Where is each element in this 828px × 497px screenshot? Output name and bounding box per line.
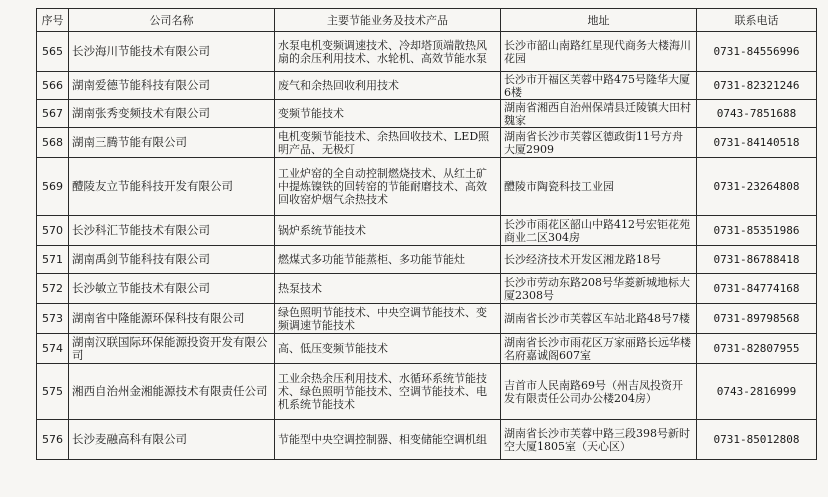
row-address: 湖南省长沙市芙蓉区德政街11号方舟大厦2909 (501, 128, 697, 158)
table-row (37, 246, 817, 274)
row-phone: 0731-84556996 (697, 32, 817, 72)
row-address: 湖南省长沙市芙蓉区车站北路48号7楼 (501, 304, 697, 334)
row-company: 湖南禹剑节能科技有限公司 (69, 246, 275, 274)
row-phone: 0731-82321246 (697, 72, 817, 100)
row-address: 长沙市开福区芙蓉中路475号隆华大厦6楼 (501, 72, 697, 100)
row-phone: 0731-85351986 (697, 216, 817, 246)
row-company: 长沙科汇节能技术有限公司 (69, 216, 275, 246)
row-no: 575 (37, 364, 69, 420)
row-phone: 0731-84774168 (697, 274, 817, 304)
table-row (37, 72, 817, 100)
table-row (37, 128, 817, 158)
row-address: 湖南省长沙市雨花区万家丽路长远华楼名府嘉诚阁607室 (501, 334, 697, 364)
row-address: 湖南省湘西自治州保靖县迁陵镇大田村魏家 (501, 100, 697, 128)
row-no: 570 (37, 216, 69, 246)
row-address: 长沙市韶山南路红星现代商务大楼海川花园 (501, 32, 697, 72)
header-no: 序号 (37, 9, 69, 32)
row-address: 醴陵市陶瓷科技工业园 (501, 158, 697, 216)
table-header-row (37, 9, 817, 32)
row-no: 569 (37, 158, 69, 216)
table-row (37, 216, 817, 246)
row-company: 湘西自治州金湘能源技术有限责任公司 (69, 364, 275, 420)
row-address: 长沙市雨花区韶山中路412号宏钜花苑商业二区304房 (501, 216, 697, 246)
row-business: 工业炉窑的全自动控制燃烧技术、从红土矿中提炼镍铁的回转窑的节能耐磨技术、高效回收窑炉烟气余热技术 (275, 158, 501, 216)
row-no: 573 (37, 304, 69, 334)
row-phone: 0743-7851688 (697, 100, 817, 128)
table-row (37, 100, 817, 128)
row-business: 高、低压变频节能技术 (275, 334, 501, 364)
table-row (37, 274, 817, 304)
row-company: 湖南爱德节能科技有限公司 (69, 72, 275, 100)
row-business: 工业余热余压利用技术、水循环系统节能技术、绿色照明节能技术、空调节能技术、电机系统节能技术 (275, 364, 501, 420)
row-business: 热泵技术 (275, 274, 501, 304)
table-row (37, 334, 817, 364)
row-address: 湖南省长沙市芙蓉中路三段398号新时空大厦1805室（天心区） (501, 420, 697, 460)
row-business: 变频节能技术 (275, 100, 501, 128)
row-business: 废气和余热回收利用技术 (275, 72, 501, 100)
row-address: 长沙经济技术开发区湘龙路18号 (501, 246, 697, 274)
row-phone: 0731-23264808 (697, 158, 817, 216)
row-company: 长沙麦融高科有限公司 (69, 420, 275, 460)
header-phone: 联系电话 (697, 9, 817, 32)
header-company: 公司名称 (69, 9, 275, 32)
row-business: 电机变频节能技术、余热回收技术、LED照明产品、无极灯 (275, 128, 501, 158)
row-phone: 0731-86788418 (697, 246, 817, 274)
row-no: 565 (37, 32, 69, 72)
header-business: 主要节能业务及技术产品 (275, 9, 501, 32)
row-no: 568 (37, 128, 69, 158)
row-company: 湖南省中隆能源环保科技有限公司 (69, 304, 275, 334)
table-row (37, 158, 817, 216)
row-no: 566 (37, 72, 69, 100)
row-no: 571 (37, 246, 69, 274)
company-table (36, 8, 817, 460)
row-no: 576 (37, 420, 69, 460)
row-no: 574 (37, 334, 69, 364)
header-address: 地址 (501, 9, 697, 32)
row-company: 醴陵友立节能科技开发有限公司 (69, 158, 275, 216)
row-no: 572 (37, 274, 69, 304)
row-business: 锅炉系统节能技术 (275, 216, 501, 246)
row-address: 吉首市人民南路69号（州吉凤投资开发有限责任公司办公楼204房） (501, 364, 697, 420)
table-row (37, 32, 817, 72)
row-company: 湖南三腾节能有限公司 (69, 128, 275, 158)
row-phone: 0731-82807955 (697, 334, 817, 364)
row-no: 567 (37, 100, 69, 128)
table-row (37, 364, 817, 420)
row-company: 湖南汉联国际环保能源投资开发有限公司 (69, 334, 275, 364)
table-row (37, 304, 817, 334)
row-phone: 0731-84140518 (697, 128, 817, 158)
row-business: 节能型中央空调控制器、相变储能空调机组 (275, 420, 501, 460)
row-address: 长沙市劳动东路208号华菱新城地标大厦2308号 (501, 274, 697, 304)
row-business: 燃煤式多功能节能蒸柜、多功能节能灶 (275, 246, 501, 274)
row-business: 水泵电机变频调速技术、冷却塔顶端散热风扇的余压利用技术、水轮机、高效节能水泵 (275, 32, 501, 72)
row-phone: 0731-85012808 (697, 420, 817, 460)
row-business: 绿色照明节能技术、中央空调节能技术、变频调速节能技术 (275, 304, 501, 334)
row-phone: 0743-2816999 (697, 364, 817, 420)
table-row (37, 420, 817, 460)
row-company: 湖南张秀变频技术有限公司 (69, 100, 275, 128)
row-phone: 0731-89798568 (697, 304, 817, 334)
row-company: 长沙敏立节能技术有限公司 (69, 274, 275, 304)
row-company: 长沙海川节能技术有限公司 (69, 32, 275, 72)
